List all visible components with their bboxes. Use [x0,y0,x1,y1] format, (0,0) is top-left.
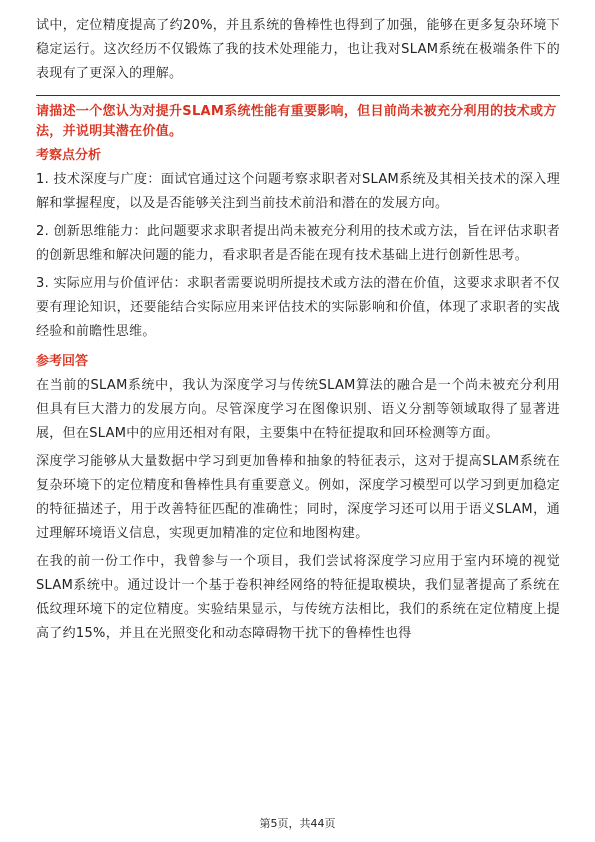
interview-question: 请描述一个您认为对提升SLAM系统性能有重要影响，但目前尚未被充分利用的技术或方法，并说明其潜在价值。 [36,104,557,139]
answer-paragraph: 深度学习能够从大量数据中学习到更加鲁棒和抽象的特征表示，这对于提高SLAM系统在复杂环境下的定位精度和鲁棒性具有重要意义。例如，深度学习模型可以学习到更加稳定的特征描述子，用于改善特征匹配的准确性；同时，深度学习还可以用于语义SLAM，通过理解环境语义信息，实现更加精准的定位和地图构建。 [36,454,560,541]
analysis-heading: 考察点分析 [36,148,102,163]
intro-paragraph: 试中，定位精度提高了约20%，并且系统的鲁棒性也得到了加强，能够在更多复杂环境下稳定运行。这次经历不仅锻炼了我的技术处理能力，也让我对SLAM系统在极端条件下的表现有了更深入的理解。 [36,18,560,81]
answer-paragraph: 在我的前一份工作中，我曾参与一个项目，我们尝试将深度学习应用于室内环境的视觉SLAM系统中。通过设计一个基于卷积神经网络的特征提取模块，我们显著提高了系统在低纹理环境下的定位精度。实验结果显示，与传统方法相比，我们的系统在定位精度上提高了约15%，并且在光照变化和动态障碍物干扰下的鲁棒性也得 [36,554,560,641]
analysis-item: 2. 创新思维能力：此问题要求求职者提出尚未被充分利用的技术或方法，旨在评估求职者的创新思维和解决问题的能力，看求职者是否能在现有技术基础上进行创新性思考。 [36,224,560,263]
analysis-item: 1. 技术深度与广度：面试官通过这个问题考察求职者对SLAM系统及其相关技术的深入理解和掌握程度，以及是否能够关注到当前技术前沿和潜在的发展方向。 [36,172,560,211]
page-content [36,14,560,650]
answer-heading: 参考回答 [36,354,89,369]
answer-paragraph: 在当前的SLAM系统中，我认为深度学习与传统SLAM算法的融合是一个尚未被充分利用但具有巨大潜力的发展方向。尽管深度学习在图像识别、语义分割等领域取得了显著进展，但在SLAM中的应用还相对有限，主要集中在特征提取和回环检测等方面。 [36,378,560,441]
section-divider [36,95,560,96]
analysis-item: 3. 实际应用与价值评估：求职者需要说明所提技术或方法的潜在价值，这要求求职者不仅要有理论知识，还要能结合实际应用来评估技术的实际影响和价值，体现了求职者的实战经验和前瞻性思维。 [36,276,560,339]
page-number: 第5页，共44页 [259,817,336,830]
